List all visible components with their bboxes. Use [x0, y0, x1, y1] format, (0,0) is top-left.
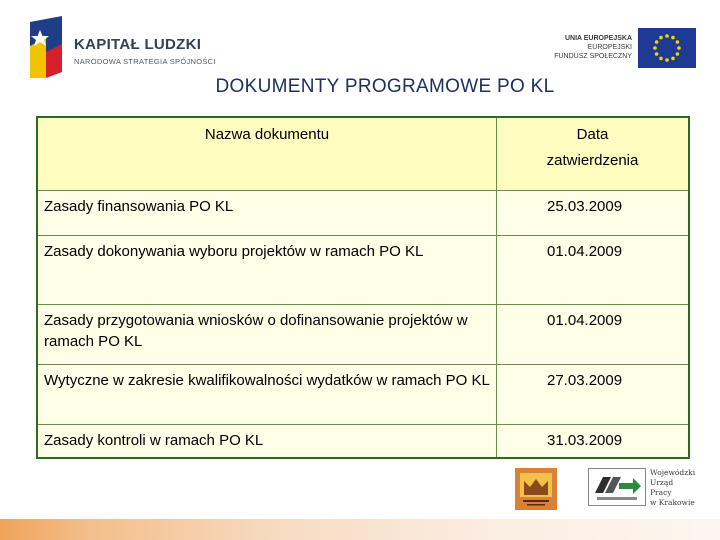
table-row [37, 305, 689, 365]
table-row [37, 191, 689, 236]
eu-logo [540, 24, 700, 72]
approval-date: 01.04.2009 [497, 236, 690, 305]
kapital-ludzki-subtitle: NARODOWA STRATEGIA SPÓJNOŚCI [74, 57, 216, 66]
wup-logo-line4: w Krakowie [650, 498, 695, 507]
page-title: DOKUMENTY PROGRAMOWE PO KL [215, 76, 555, 97]
eu-logo-line3: FUNDUSZ SPOŁECZNY [554, 53, 632, 60]
kapital-ludzki-emblem-icon [26, 16, 66, 78]
document-name: Zasady przygotowania wniosków o dofinansowanie projektów w ramach PO KL [37, 305, 497, 365]
wup-logo-line1: Wojewódzki [650, 468, 696, 477]
eu-logo-line1: UNIA EUROPEJSKA [564, 35, 632, 42]
wup-logo-text [650, 468, 695, 508]
eu-flag-icon [638, 28, 696, 68]
eu-logo-line2: EUROPEJSKI [587, 44, 632, 51]
approval-date: 01.04.2009 [497, 305, 690, 365]
column-header-date [497, 117, 690, 191]
kapital-ludzki-title: KAPITAŁ LUDZKI [74, 36, 202, 53]
wup-emblem [588, 468, 646, 506]
approval-date: 31.03.2009 [497, 425, 690, 459]
column-header-name: Nazwa dokumentu [37, 117, 497, 191]
document-name: Wytyczne w zakresie kwalifikowalności wydatków w ramach PO KL [37, 365, 497, 425]
malopolska-logo [515, 468, 557, 510]
kapital-ludzki-logo [26, 16, 226, 82]
malopolska-emblem-icon [515, 468, 557, 510]
wup-logo-line3: Pracy [650, 488, 672, 497]
wup-arrow-icon [589, 469, 645, 505]
table-row [37, 425, 689, 459]
documents-table [36, 116, 690, 459]
document-name: Zasady finansowania PO KL [37, 191, 497, 236]
table-row [37, 236, 689, 305]
document-name: Zasady kontroli w ramach PO KL [37, 425, 497, 459]
column-header-date-line1: Data [576, 126, 609, 143]
bottom-decorative-bar [0, 519, 720, 540]
document-name: Zasady dokonywania wyboru projektów w ramach PO KL [37, 236, 497, 305]
approval-date: 25.03.2009 [497, 191, 690, 236]
approval-date: 27.03.2009 [497, 365, 690, 425]
table-row [37, 365, 689, 425]
eu-logo-text [554, 34, 632, 61]
wup-krakow-logo [588, 468, 708, 512]
table-header-row [37, 117, 689, 191]
wup-logo-line2: Urząd [650, 478, 674, 487]
column-header-date-line2: zatwierdzenia [546, 152, 639, 169]
